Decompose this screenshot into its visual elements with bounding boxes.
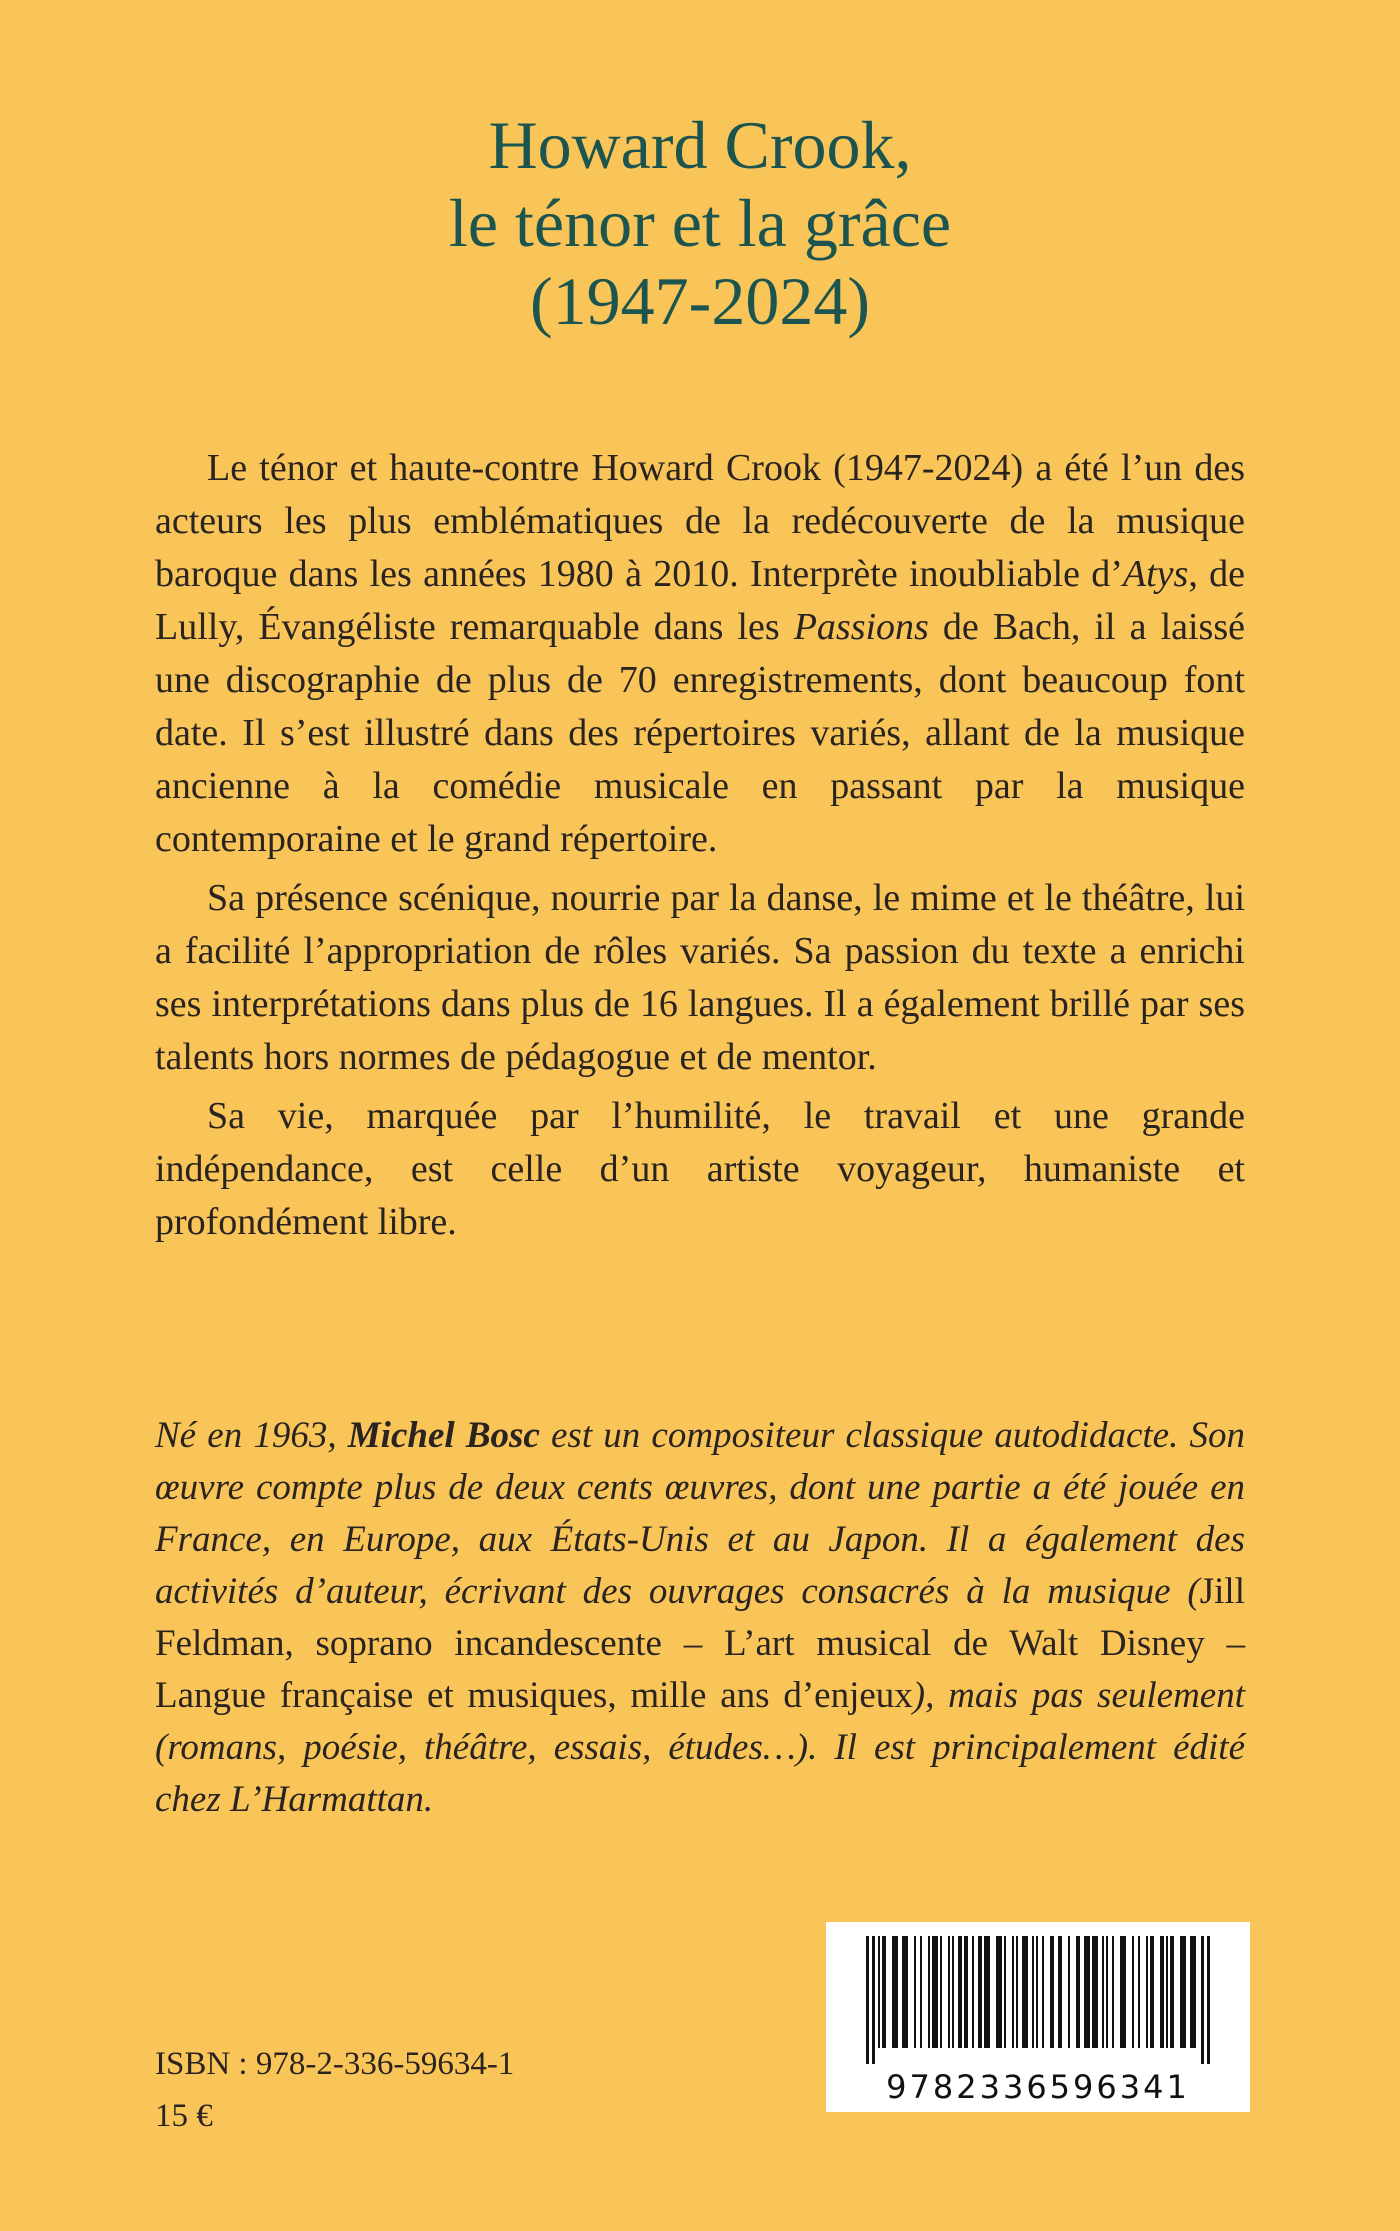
- title-line-3: (1947-2024): [530, 263, 870, 339]
- isbn-price-block: [155, 2038, 514, 2142]
- book-title: [0, 106, 1400, 340]
- barcode-digits: 9782336596341: [886, 2068, 1190, 2106]
- price-text: 15 €: [155, 2098, 213, 2134]
- bio-text-a: Né en 1963,: [155, 1415, 348, 1456]
- summary-paragraph-1: [155, 442, 1245, 866]
- bio-works-list: Jill Feldman, soprano incandescente – L’art musical de Walt Disney – Langue française et musiques, mille ans d’enjeux: [155, 1571, 1245, 1716]
- bio-text-c: ), mais pas seulement (romans, poésie, théâtre, essais, études…). Il est principalement édité chez L’Harmattan.: [155, 1675, 1245, 1820]
- author-bio-paragraph: [155, 1410, 1245, 1826]
- title-line-1: Howard Crook,: [488, 107, 912, 183]
- isbn-text: ISBN : 978-2-336-59634-1: [155, 2046, 515, 2082]
- summary-title-atys: Atys: [1122, 553, 1189, 595]
- summary-paragraph-2: Sa présence scénique, nourrie par la danse, le mime et le théâtre, lui a facilité l’appropriation de rôles variés. Sa passion du texte a enrichi ses interprétations dans plus de 16 langues. Il a également brillé par ses talents hors normes de pédagogue et de mentor.: [155, 877, 1245, 1078]
- bio-text-b: est un compositeur classique autodidacte. Son œuvre compte plus de deux cents œuvres, dont une partie a été jouée en France, en Europe, aux États-Unis et au Japon. Il a également des activités d’auteur, écrivant des ouvrages consacrés à la musique (: [155, 1415, 1245, 1612]
- summary-p1-text-b: , de Lully, Évangéliste remarquable dans les: [155, 553, 1245, 648]
- barcode: [826, 1922, 1250, 2112]
- author-bio: [155, 1410, 1245, 1826]
- summary-p1-text-a: Le ténor et haute-contre Howard Crook (1947-2024) a été l’un des acteurs les plus emblématiques de la redécouverte de la musique baroque dans les années 1980 à 2010. Interprète inoubliable d’: [155, 447, 1245, 595]
- summary-paragraph-3: Sa vie, marquée par l’humilité, le travail et une grande indépendance, est celle d’un artiste voyageur, humaniste et profondément libre.: [155, 1095, 1245, 1243]
- barcode-bars-icon: [826, 1922, 1250, 2072]
- summary-p1-text-c: de Bach, il a laissé une discographie de plus de 70 enregistrements, dont beaucoup font date. Il s’est illustré dans des répertoires variés, allant de la musique ancienne à la comédie musicale en passant par la musique contemporaine et le grand répertoire.: [155, 606, 1245, 860]
- title-line-2: le ténor et la grâce: [448, 185, 952, 261]
- summary-title-passions: Passions: [793, 606, 929, 648]
- author-name: Michel Bosc: [347, 1415, 540, 1456]
- book-summary: [155, 442, 1245, 1249]
